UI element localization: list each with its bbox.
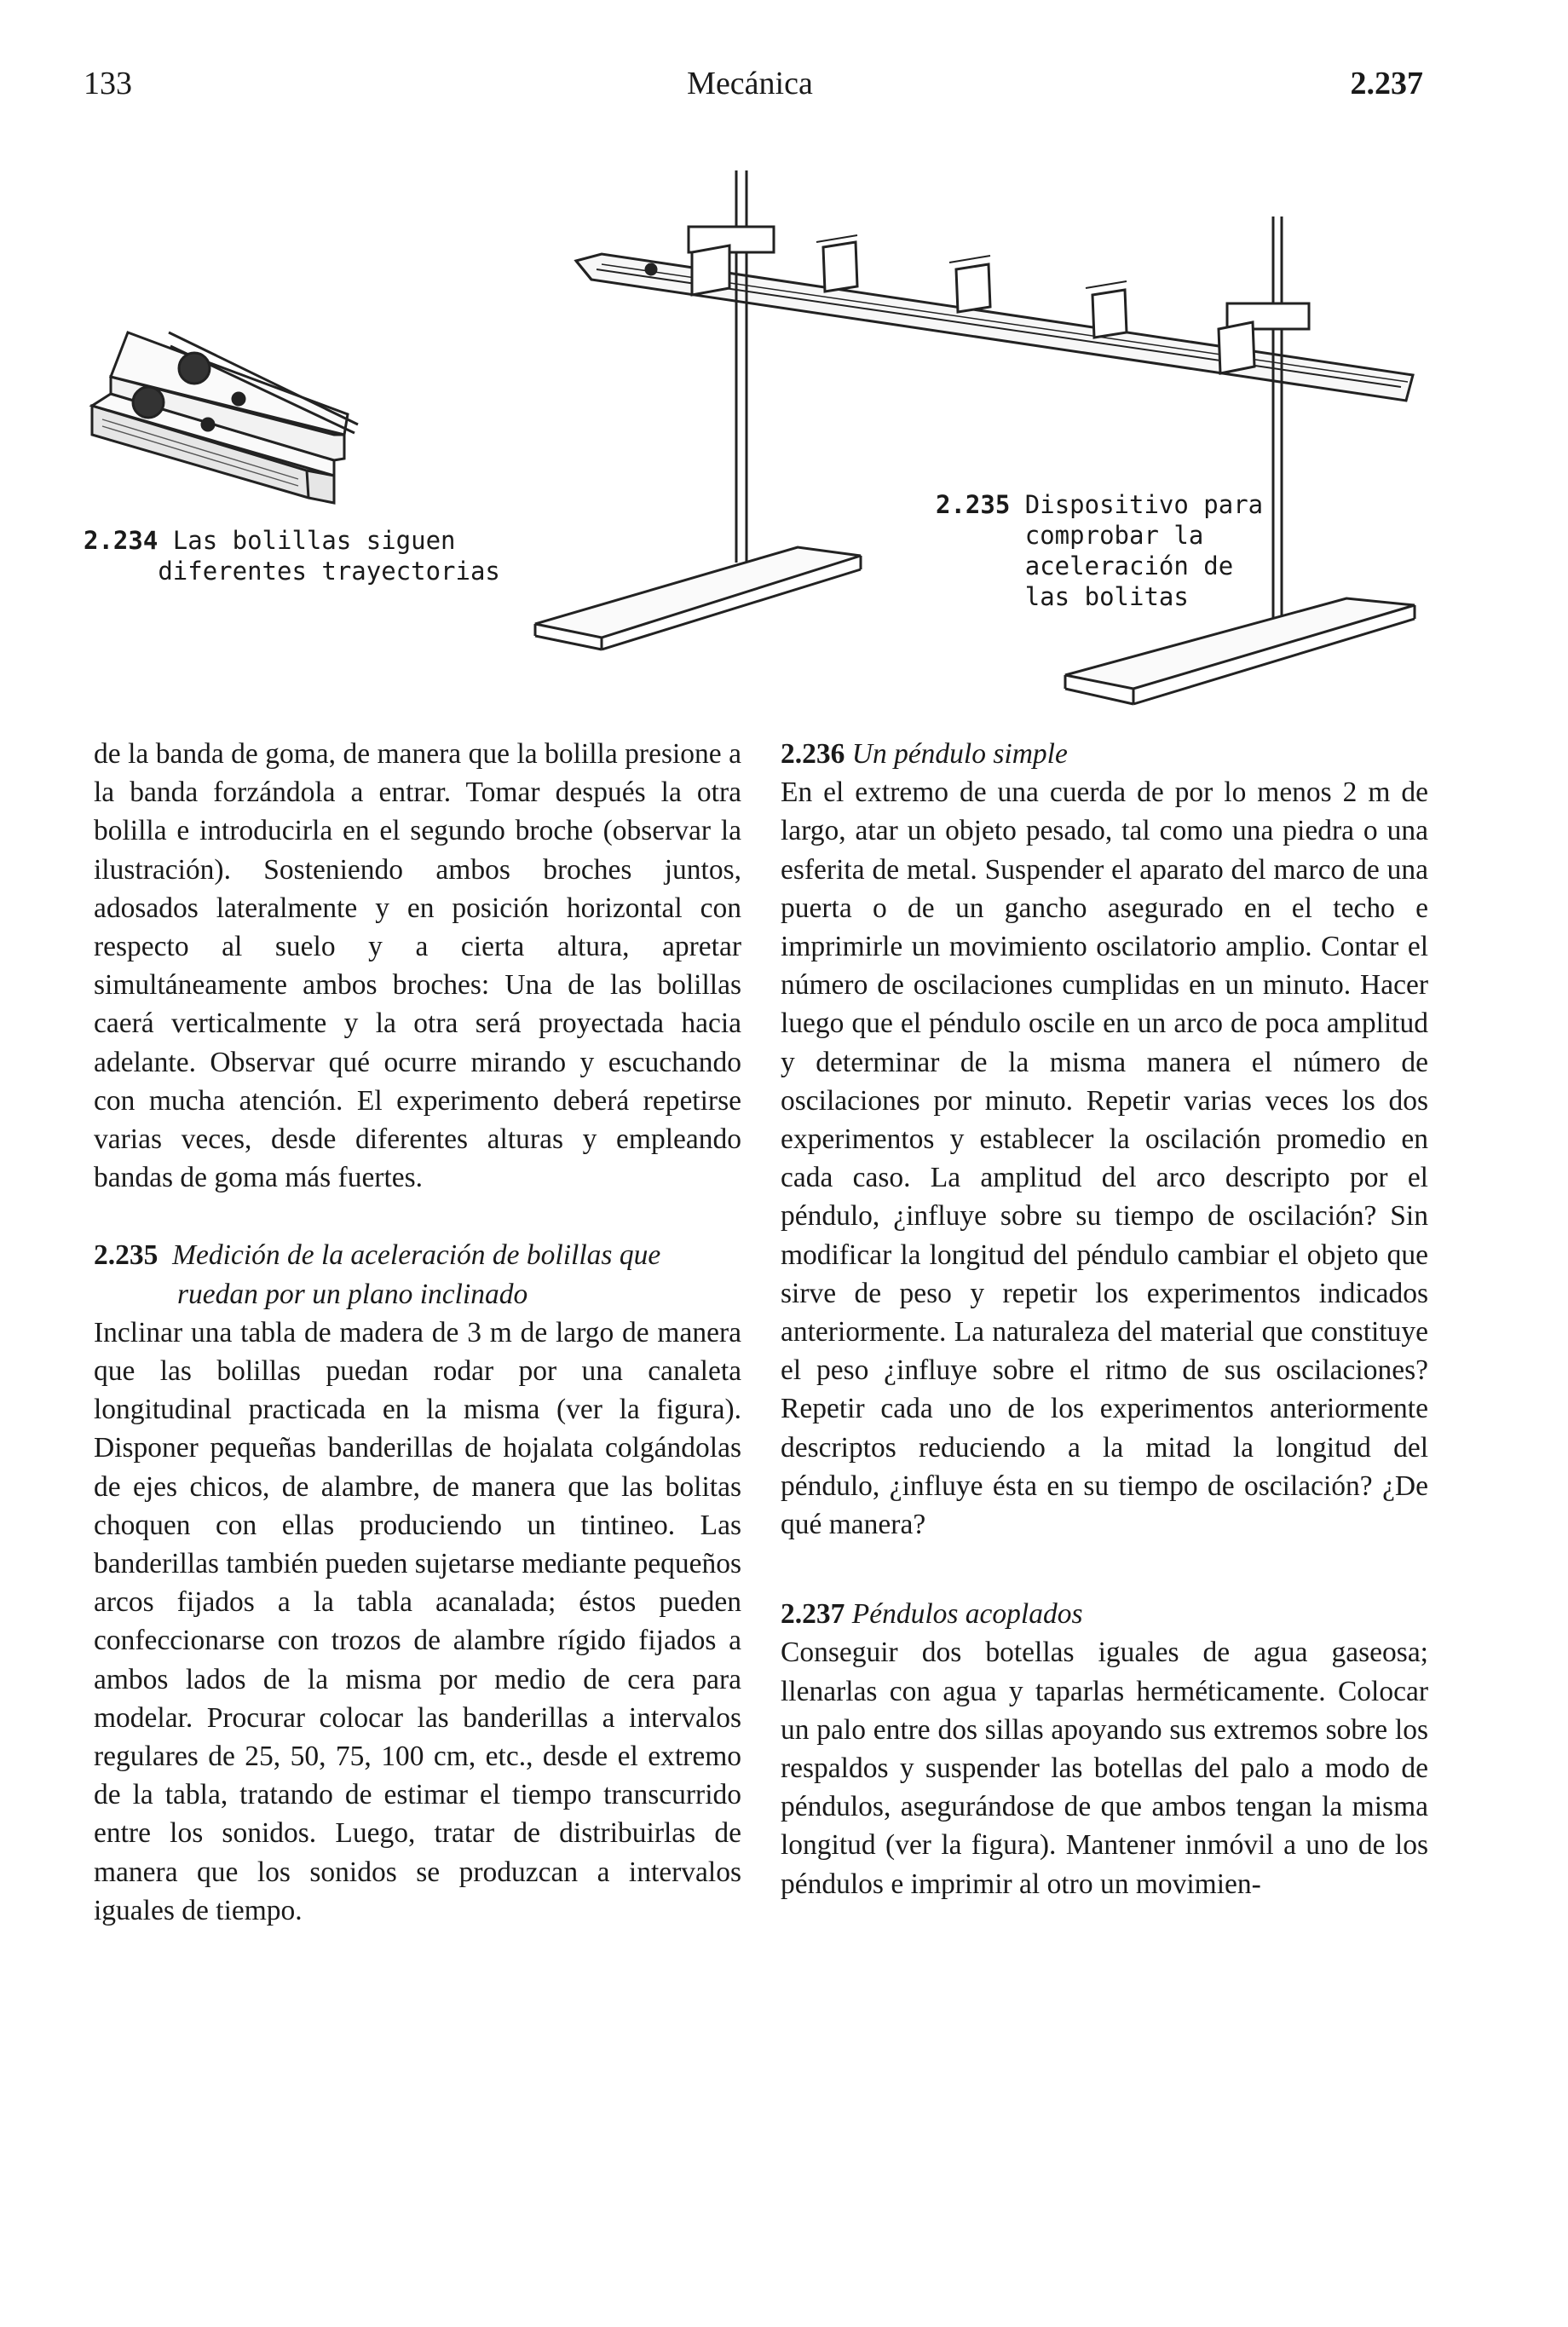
caption-line: Dispositivo para [1024, 490, 1264, 519]
intro-paragraph: de la banda de goma, de manera que la bolilla presione a la banda forzándola a entrar. Tomar después la otra bolilla e introducirla en el segundo broche (observar la ilustración). Sosteniendo ambos broches juntos, adosados lateralmente y en posición horizontal con respecto al suelo y a cierta altura, apretar simultáneamente ambos broches: Una de las bolillas caerá verticalmente y la otra será proyectada hacia adelante. Observar qué ocurre mirando y escuchando con mucha atención. El experimento deberá repetirse varias veces, desde diferentes alturas y empleando bandas de goma más fuertes. [94, 738, 741, 1194]
caption-line: las bolitas [1024, 582, 1189, 611]
section-title: Péndulos acoplados [851, 1598, 1083, 1631]
figure-2-235-caption [936, 489, 1263, 612]
section-title: Un péndulo simple [851, 738, 1068, 770]
section-title: Medición de la aceleración de bolillas que ruedan por un plano inclinado [172, 1239, 661, 1310]
inclined-plane-apparatus [535, 170, 1415, 704]
right-column [781, 735, 1428, 1903]
section-number: 2.236 [781, 738, 845, 770]
figure-number: 2.235 [936, 490, 1011, 519]
caption-line: comprobar la [1024, 521, 1204, 550]
running-title: Mecánica [687, 66, 813, 101]
page-number: 133 [84, 66, 132, 101]
section-2-237-body: Conseguir dos botellas iguales de agua gaseosa; llenarlas con agua y taparlas herméticamente. Colocar un palo entre dos sillas apoyando sus extremos sobre los respaldos y suspender las botellas del palo a modo de péndulos, asegurándose de que ambos tengan la misma longitud (ver la figura). Mantener inmóvil a uno de los péndulos e imprimir al otro un movimien- [781, 1637, 1428, 1900]
page-header [0, 66, 1568, 118]
caption-line: diferentes trayectorias [158, 557, 500, 586]
section-number: 2.235 [94, 1239, 159, 1272]
section-number: 2.237 [781, 1598, 845, 1631]
section-2-237-heading [781, 1595, 1428, 1633]
illustrations [0, 153, 1568, 716]
figures-area [0, 153, 1568, 716]
figure-2-234-caption [84, 525, 500, 586]
left-column [94, 735, 741, 1930]
caption-line: aceleración de [1024, 551, 1234, 580]
clothespins-illustration [92, 332, 358, 503]
item-range: 2.237 [1350, 66, 1423, 101]
caption-line: Las bolillas siguen [172, 526, 456, 555]
section-2-235-body: Inclinar una tabla de madera de 3 m de largo de manera que las bolillas puedan rodar por una canaleta longitudinal practicada en la misma (ver la figura). Disponer pequeñas banderillas de hojalata colgándolas de ejes chicos, de alambre, de manera que las bolitas choquen con ellas produciendo un tintineo. Las banderillas también pueden sujetarse mediante pequeños arcos fijados a la tabla acanalada; éstos pueden confeccionarse con trozos de alambre rígido fijados a ambos lados de la misma por medio de cera para modelar. Procurar colocar las banderillas a intervalos regulares de 25, 50, 75, 100 cm, etc., desde el extremo de la tabla, tratando de estimar el tiempo transcurrido entre los sonidos. Luego, tratar de distribuirlas de manera que los sonidos se produzcan a intervalos iguales de tiempo. [94, 1316, 741, 1926]
section-2-235-heading [94, 1236, 741, 1313]
section-2-236-body: En el extremo de una cuerda de por lo menos 2 m de largo, atar un objeto pesado, tal como una piedra o una esferita de metal. Suspender el aparato del marco de una puerta o de un gancho asegurado en el techo e imprimirle un movimiento oscilatorio amplio. Contar el número de oscilaciones cumplidas en un minuto. Hacer luego que el péndulo oscile en un arco de poca amplitud y determinar de la misma manera el número de oscilaciones por minuto. Repetir varias veces los dos experimentos y establecer la oscilación promedio en cada caso. La amplitud del arco descripto por el péndulo, ¿influye sobre su tiempo de oscilación? Sin modificar la longitud del péndulo cambiar el objeto que sirve de peso y repetir los experimentos indicados anteriormente. La naturaleza del material que constituye el peso ¿influye sobre el ritmo de sus oscilaciones? Repetir cada uno de los experimentos anteriormente descriptos reduciendo a la mitad la longitud del péndulo, ¿influye ésta en su tiempo de oscilación? ¿De qué manera? [781, 777, 1428, 1541]
figure-number: 2.234 [84, 526, 159, 555]
section-2-236-heading [781, 735, 1428, 773]
